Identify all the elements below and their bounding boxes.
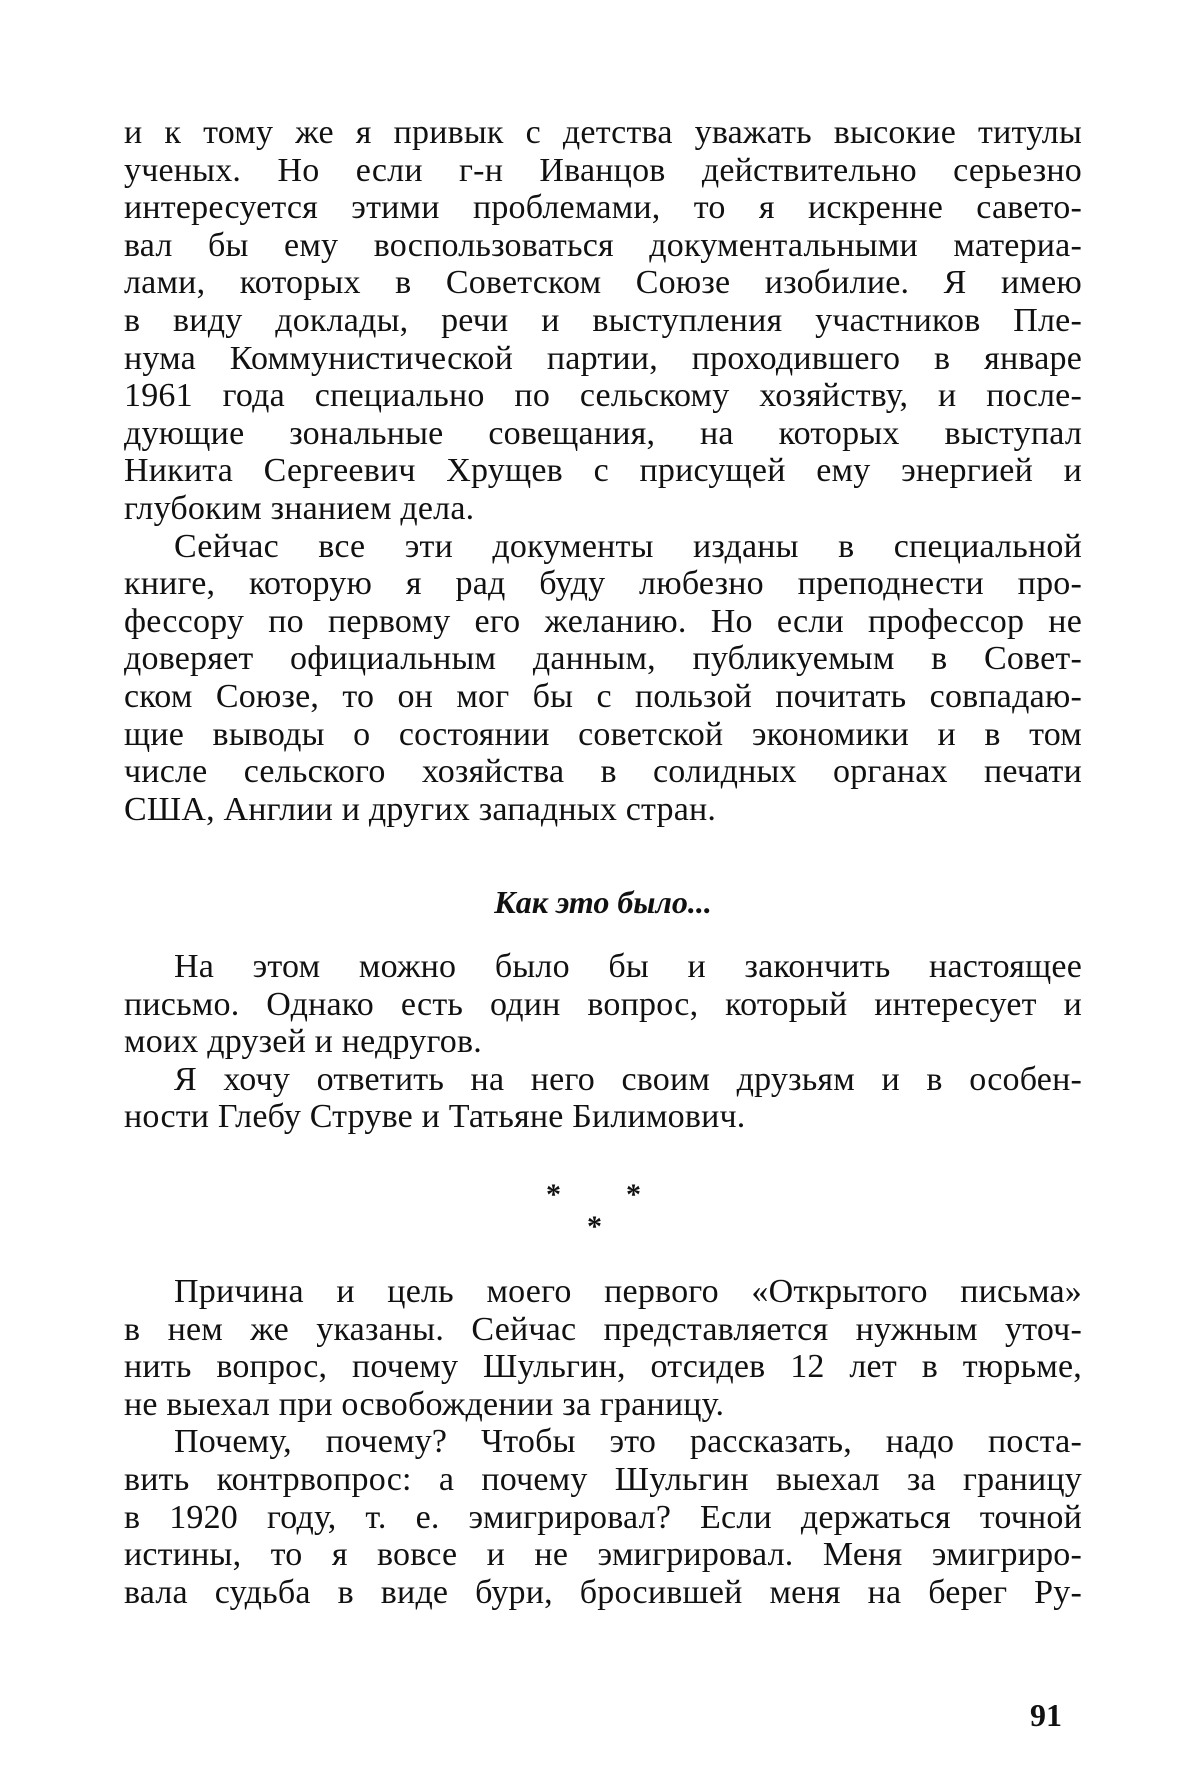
separator-star: * [546,1178,561,1211]
text-line: США, Англии и других западных стран. [124,790,717,828]
text-line: ности Глебу Струве и Татьяне Билимович. [124,1098,746,1136]
paragraph [124,948,1082,1061]
text-line: Сейчас все эти документы изданы в специальной [174,527,1082,565]
paragraph [124,1423,1082,1611]
separator-star: * [626,1178,641,1211]
text-line: не выехал при освобождении за границу. [124,1385,725,1423]
section-title: Как это было... [494,884,712,920]
text-line: ученых. Но если г-н Иванцов действительно серьезно [124,151,1082,189]
paragraph [124,1273,1082,1423]
text-line: в 1920 году, т. е. эмигрировал? Если держаться точной [124,1498,1082,1536]
text-line: вал бы ему воспользоваться документальными материа- [124,226,1082,264]
text-line: На этом можно было бы и закончить настоящее [174,948,1082,985]
text-line: ском Союзе, то он мог бы с пользой почитать совпадаю- [124,677,1082,715]
text-line: вала судьба в виде бури, бросившей меня на берег Ру- [124,1573,1082,1611]
paragraph [124,1061,1082,1136]
text-block-bottom [124,1273,1082,1611]
text-line: Никита Сергеевич Хрущев с присущей ему энергией и [124,452,1082,490]
text-line: и к тому же я привык с детства уважать высокие титулы [124,114,1082,151]
text-line: Почему, почему? Чтобы это рассказать, надо поста- [174,1423,1082,1461]
text-line: книге, которую я рад буду любезно преподнести про- [124,565,1082,603]
paragraph [124,114,1082,528]
text-line: истины, то я вовсе и не эмигрировал. Меня эмигриро- [124,1536,1082,1574]
text-line: Причина и цель моего первого «Открытого письма» [174,1273,1082,1310]
text-line: в нем же указаны. Сейчас представляется нужным уточ- [124,1310,1082,1348]
text-line: моих друзей и недругов. [124,1023,482,1061]
text-line: лами, которых в Советском Союзе изобилие. Я имею [124,264,1082,302]
text-line: интересуется этими проблемами, то я искренне савето- [124,189,1082,227]
text-line: щие выводы о состоянии советской экономики и в том [124,715,1082,753]
separator-star: * [587,1210,602,1243]
text-line: Я хочу ответить на него своим друзьям и в особен- [174,1060,1082,1098]
text-line: нить вопрос, почему Шульгин, отсидев 12 лет в тюрьме, [124,1348,1082,1386]
text-line: в виду доклады, речи и выступления участников Пле- [124,301,1082,339]
text-line: дующие зональные совещания, на которых выступал [124,414,1082,452]
text-block-top [124,114,1082,828]
section-separator [0,1180,1200,1250]
paragraph [124,528,1082,829]
text-line: глубоким знанием дела. [124,489,475,527]
text-block-middle [124,948,1082,1136]
text-line: фессору по первому его желанию. Но если профессор не [124,602,1082,640]
page-number: 91 [1030,1697,1062,1733]
text-line: письмо. Однако есть один вопрос, который интересует и [124,985,1082,1023]
text-line: нума Коммунистической партии, проходившего в январе [124,339,1082,377]
text-line: доверяет официальным данным, публикуемым в Совет- [124,640,1082,678]
text-line: числе сельского хозяйства в солидных органах печати [124,753,1082,791]
text-line: вить контрвопрос: а почему Шульгин выехал за границу [124,1460,1082,1498]
text-line: 1961 года специально по сельскому хозяйству, и после- [124,377,1082,415]
